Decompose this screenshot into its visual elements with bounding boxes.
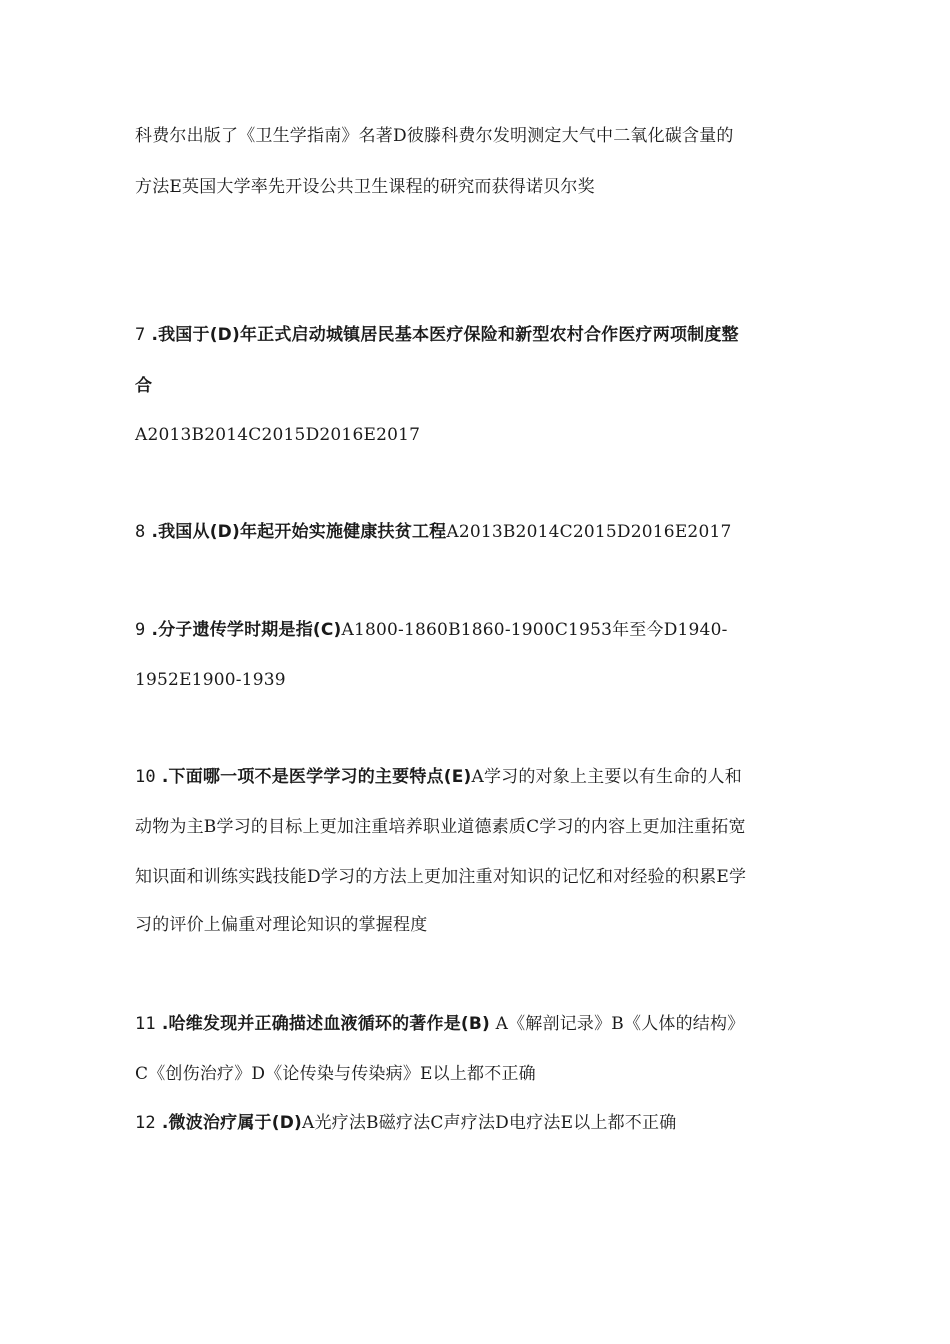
question-number: 11 xyxy=(135,1014,156,1034)
question-number: 8 xyxy=(135,522,146,542)
question-options: A光疗法B磁疗法C声疗法D电疗法E以上都不正确 xyxy=(301,1113,677,1133)
text-line-2: 方法E英国大学率先开设公共卫生课程的研究而获得诺贝尔奖 xyxy=(135,177,595,197)
question-number: 12 xyxy=(135,1113,156,1133)
question-stem: .分子遗传学时期是指(C) xyxy=(151,620,342,640)
question-7 xyxy=(135,323,835,347)
question-8 xyxy=(135,520,835,544)
question-9-options-continued: 1952E1900-1939 xyxy=(135,670,286,690)
question-9 xyxy=(135,618,835,642)
question-stem: .我国从(D)年起开始实施健康扶贫工程 xyxy=(151,522,447,542)
question-stem: .微波治疗属于(D) xyxy=(161,1113,302,1133)
question-options: A《解剖记录》B《人体的结构》 xyxy=(490,1014,745,1034)
text-line-1: 科费尔出版了《卫生学指南》名著D彼滕科费尔发明测定大气中二氧化碳含量的 xyxy=(135,126,734,146)
question-12 xyxy=(135,1111,835,1135)
question-stem: .下面哪一项不是医学学习的主要特点(E) xyxy=(161,767,472,787)
question-stem: .我国于(D)年正式启动城镇居民基本医疗保险和新型农村合作医疗两项制度整 xyxy=(151,325,739,345)
question-11-options-continued: C《创伤治疗》D《论传染与传染病》E以上都不正确 xyxy=(135,1064,536,1084)
question-options: A学习的对象上主要以有生命的人和 xyxy=(471,767,742,787)
question-10 xyxy=(135,765,835,789)
question-10-options-line-4: 习的评价上偏重对理论知识的掌握程度 xyxy=(135,915,428,935)
question-options: A1800-1860B1860-1900C1953年至今D1940- xyxy=(341,620,728,640)
question-options: A2013B2014C2015D2016E2017 xyxy=(446,522,732,542)
question-number: 9 xyxy=(135,620,146,640)
question-10-options-line-2: 动物为主B学习的目标上更加注重培养职业道德素质C学习的内容上更加注重拓宽 xyxy=(135,817,746,837)
question-11 xyxy=(135,1012,835,1036)
question-stem: .哈维发现并正确描述血液循环的著作是(B) xyxy=(161,1014,491,1034)
question-10-options-line-3: 知识面和训练实践技能D学习的方法上更加注重对知识的记忆和对经验的积累E学 xyxy=(135,867,747,887)
question-number: 7 xyxy=(135,325,146,345)
question-7-options: A2013B2014C2015D2016E2017 xyxy=(135,425,421,445)
question-number: 10 xyxy=(135,767,156,787)
question-7-stem-continued: 合 xyxy=(135,376,153,396)
